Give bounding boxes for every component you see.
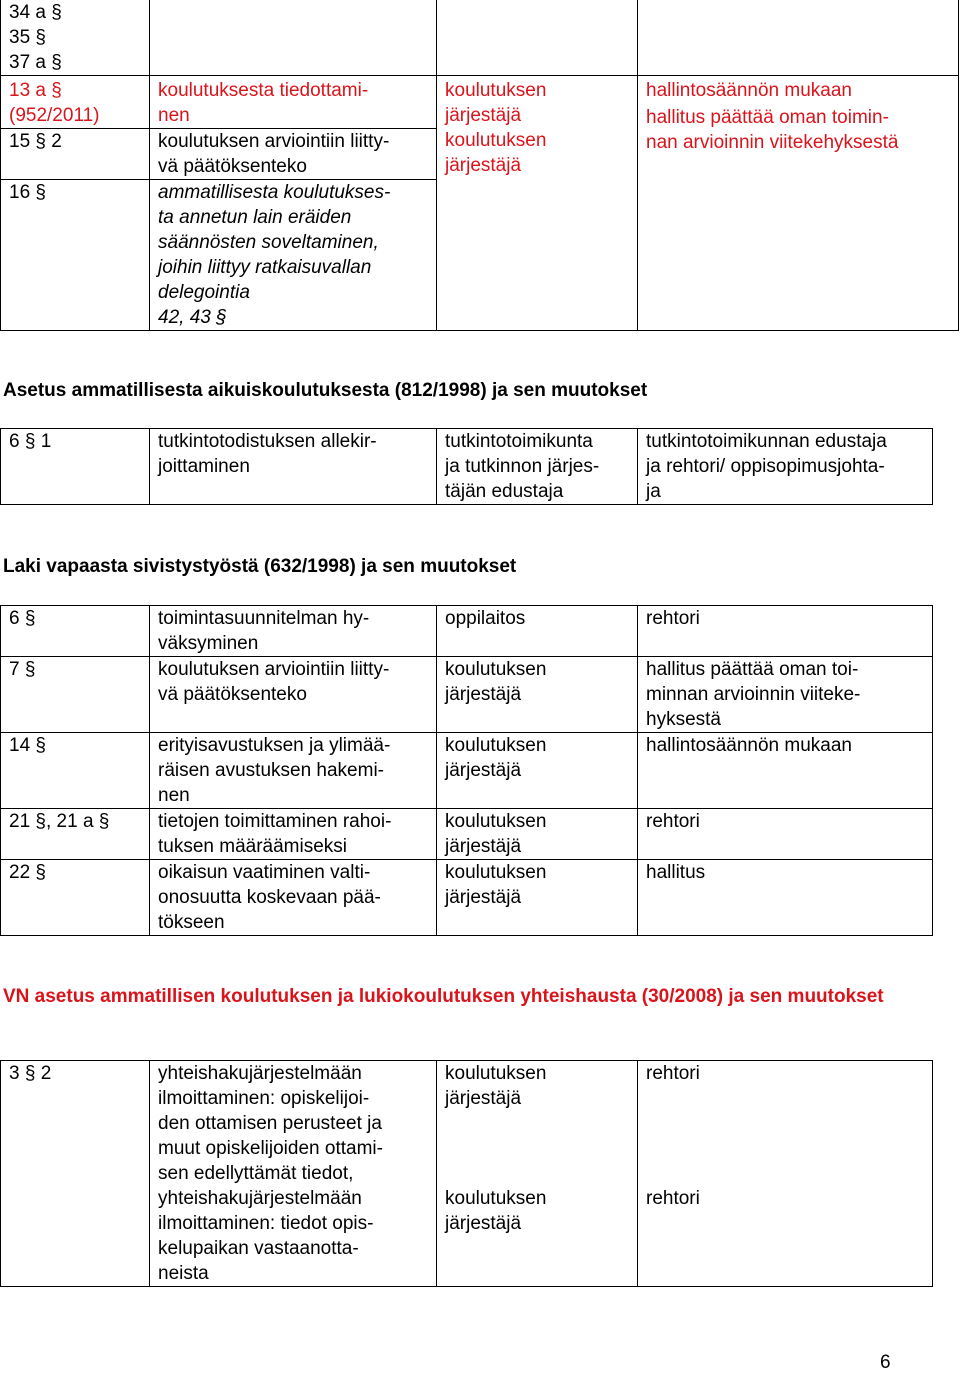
page-number: 6 [880, 1352, 891, 1373]
cell-section: 15 § 2 [1, 129, 150, 180]
cell-subject: koulutuksen arviointiin liitty- vä päätöksenteko [150, 129, 437, 180]
cell-section: 7 § [1, 657, 150, 733]
table-row [1, 606, 933, 657]
table-row [1, 733, 933, 809]
cell-subject: koulutuksen arviointiin liitty- vä päätöksenteko [150, 657, 437, 733]
table-row [1, 809, 933, 860]
table-continued [0, 0, 959, 331]
cell-section: 3 § 2 [1, 1061, 150, 1287]
cell-subject: erityisavustuksen ja ylimää- räisen avustuksen hakemi- nen [150, 733, 437, 809]
cell-section: 6 § 1 [1, 429, 150, 505]
table-row [1, 429, 933, 505]
cell-decider: oppilaitos [437, 606, 638, 657]
cell-basis: hallitus päättää oman toi- minnan arvioinnin viiteke- hyksestä [638, 657, 933, 733]
table-row [1, 76, 959, 129]
cell-basis: tutkintotoimikunnan edustaja ja rehtori/ oppisopimusjohta- ja [638, 429, 933, 505]
section-heading: VN asetus ammatillisen koulutuksen ja lukiokoulutuksen yhteishausta (30/2008) ja sen muutokset [3, 986, 884, 1007]
cell-basis: rehtori [638, 606, 933, 657]
cell-decider: koulutuksen järjestäjä [437, 657, 638, 733]
table-row [1, 0, 959, 76]
table-row [1, 1061, 933, 1287]
cell-decider: koulutuksen järjestäjä [437, 809, 638, 860]
cell-section: 16 § [1, 180, 150, 331]
cell-subject: ammatillisesta koulutukses- ta annetun lain eräiden säännösten soveltaminen, joihin liittyy ratkaisuvallan delegointia 42, 43 § [150, 180, 437, 331]
cell-decider: koulutuksen järjestäjä [437, 860, 638, 936]
cell-basis: hallintosäännön mukaan [638, 733, 933, 809]
basis-text: hallitus päättää oman toimin- nan arvioinnin viitekehyksestä [646, 107, 899, 153]
cell-basis: rehtori rehtori [638, 1061, 933, 1287]
decider-text: koulutuksen järjestäjä [445, 130, 547, 176]
cell-subject: tietojen toimittaminen rahoi- tuksen määräämiseksi [150, 809, 437, 860]
cell-decider [437, 76, 638, 331]
table-adult-education [0, 428, 933, 505]
cell-subject [150, 0, 437, 76]
cell-decider: koulutuksen järjestäjä koulutuksen järjestäjä [437, 1061, 638, 1287]
cell-subject: koulutuksesta tiedottami- nen [150, 76, 437, 129]
cell-basis: hallitus [638, 860, 933, 936]
cell-section: 13 a § (952/2011) [1, 76, 150, 129]
cell-subject: toimintasuunnitelman hy- väksyminen [150, 606, 437, 657]
table-row [1, 657, 933, 733]
decider-text: koulutuksen järjestäjä [445, 80, 547, 126]
cell-section: 22 § [1, 860, 150, 936]
table-liberal-education [0, 605, 933, 936]
table-row [1, 860, 933, 936]
basis-text: hallintosäännön mukaan [646, 80, 852, 101]
cell-basis [638, 0, 959, 76]
section-heading: Laki vapaasta sivistystyöstä (632/1998) ja sen muutokset [3, 556, 517, 577]
section-heading: Asetus ammatillisesta aikuiskoulutuksesta (812/1998) ja sen muutokset [3, 380, 648, 401]
table-joint-application [0, 1060, 933, 1287]
cell-section: 21 §, 21 a § [1, 809, 150, 860]
cell-section: 6 § [1, 606, 150, 657]
cell-subject: yhteishakujärjestelmään ilmoittaminen: opiskelijoi- den ottamisen perusteet ja muut opiskelijoiden ottami- sen edellyttämät tiedot, yhteishakujärjestelmään ilmoittaminen: tiedot opis- kelupaikan vastaanotta- neista [150, 1061, 437, 1287]
cell-subject: oikaisun vaatiminen valti- onosuutta koskevaan pää- tökseen [150, 860, 437, 936]
cell-section: 34 a § 35 § 37 a § [1, 0, 150, 76]
cell-section: 14 § [1, 733, 150, 809]
cell-basis [638, 76, 959, 331]
cell-basis: rehtori [638, 809, 933, 860]
cell-subject: tutkintotodistuksen allekir- joittaminen [150, 429, 437, 505]
cell-decider [437, 0, 638, 76]
cell-decider: tutkintotoimikunta ja tutkinnon järjes- täjän edustaja [437, 429, 638, 505]
cell-decider: koulutuksen järjestäjä [437, 733, 638, 809]
